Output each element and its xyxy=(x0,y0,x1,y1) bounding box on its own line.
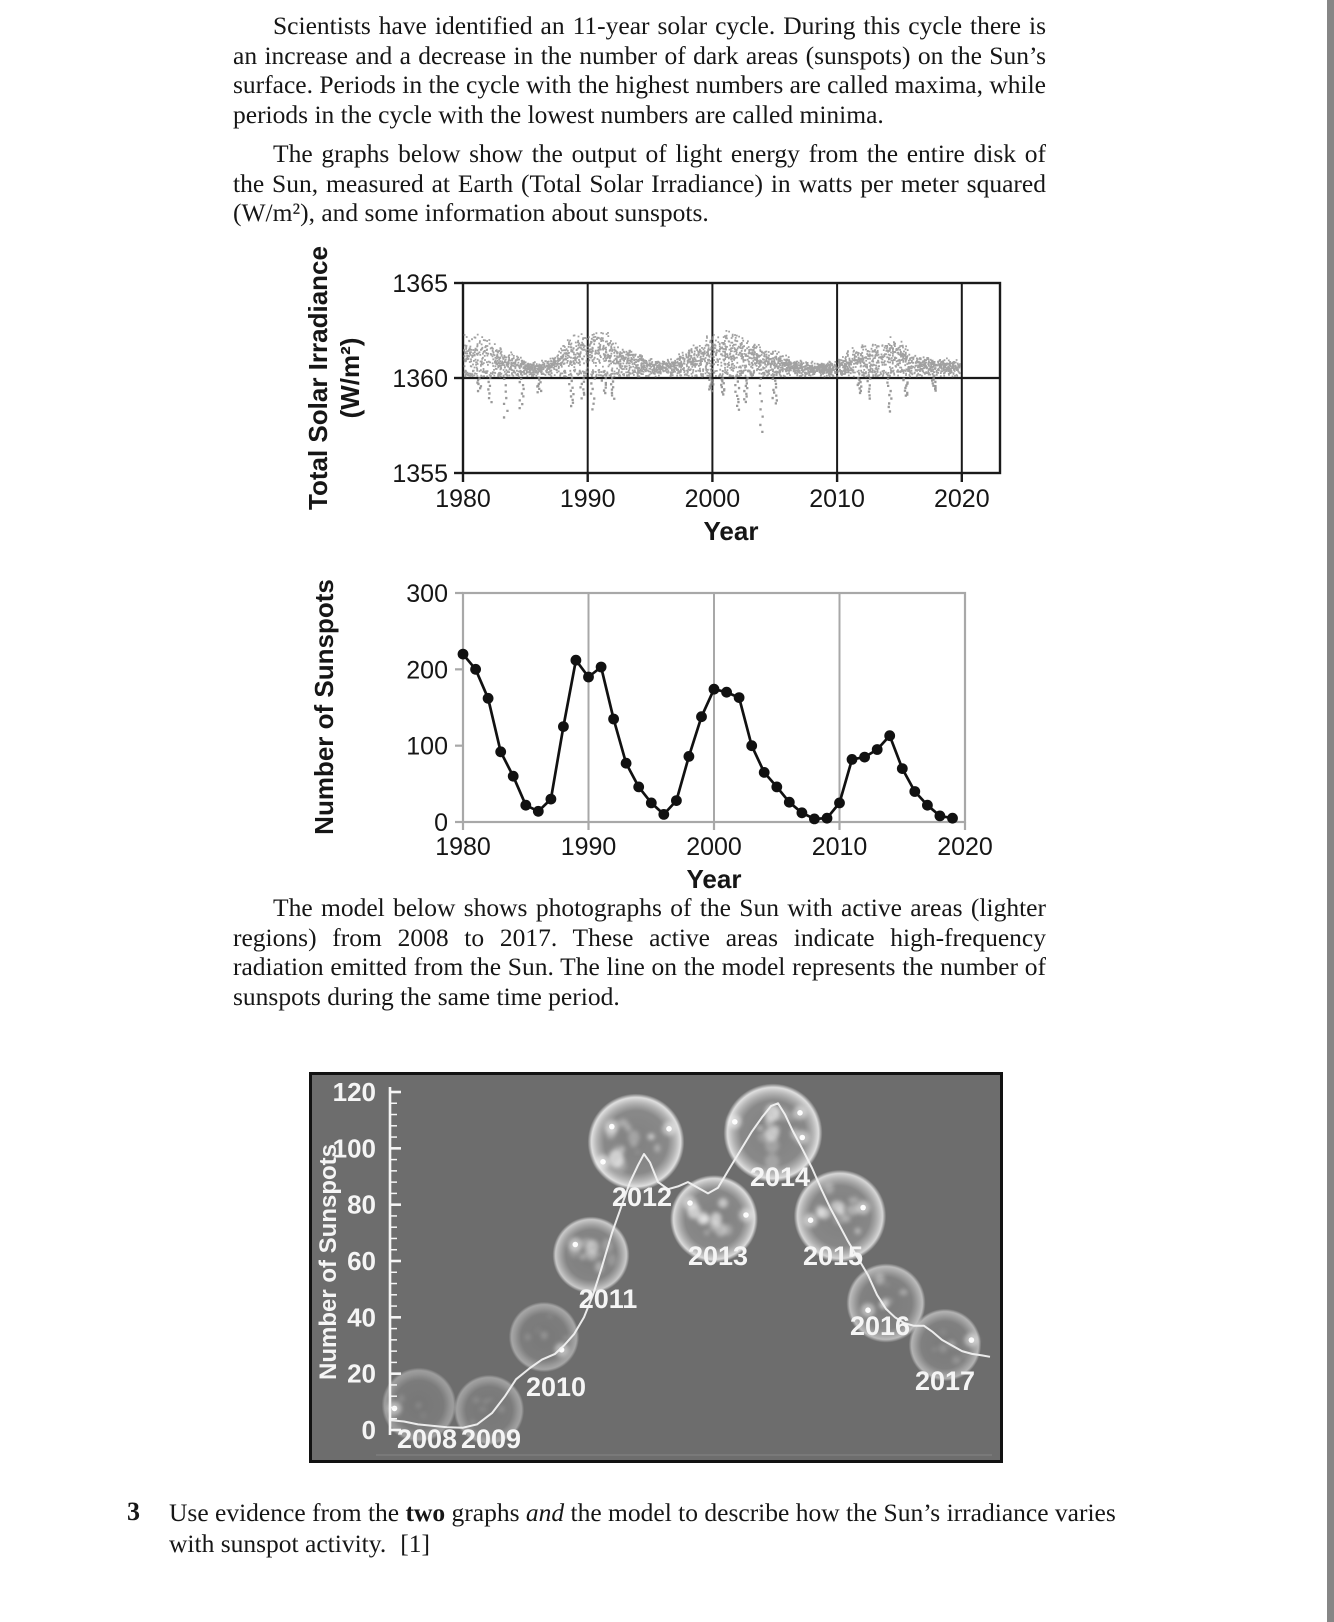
tsi-yaxis-units: (W/m²) xyxy=(335,337,365,419)
model-ytick-label: 80 xyxy=(347,1189,376,1220)
model-year-label: 2015 xyxy=(802,1241,864,1271)
tsi-scatter-chart xyxy=(300,248,1010,548)
question-text-part1: Use evidence from the xyxy=(169,1498,406,1527)
model-ytick-label: 60 xyxy=(347,1245,376,1276)
tsi-yaxis-title: Total Solar Irradiance xyxy=(303,246,333,510)
model-yaxis-title: Number of Sunspots xyxy=(315,1143,342,1381)
sunspot-ytick-label: 200 xyxy=(406,656,448,685)
question-text xyxy=(169,1497,1117,1559)
question-number: 3 xyxy=(127,1497,140,1526)
model-year-label: 2010 xyxy=(525,1372,587,1402)
tsi-scatter-points xyxy=(463,330,961,378)
tsi-xtick-label: 2010 xyxy=(809,485,865,513)
page-edge-bar xyxy=(1327,0,1334,1622)
tsi-xtick-label: 1980 xyxy=(435,485,491,513)
model-ytick-label: 120 xyxy=(332,1076,376,1107)
model-year-label: 2008 xyxy=(396,1424,458,1454)
tsi-xtick-label: 1990 xyxy=(559,485,616,513)
sunspot-xaxis-title: Year xyxy=(686,864,742,894)
sunspot-line-chart xyxy=(300,558,1010,894)
question-text-bold: two xyxy=(405,1498,446,1527)
question-text-part2: graphs xyxy=(445,1498,526,1527)
model-ytick-label: 20 xyxy=(347,1358,376,1389)
sun-model-image xyxy=(312,1075,1000,1460)
intro-paragraph-solar-cycle: Scientists have identified an 11-year solar cycle. During this cycle there is an increase and a decrease in the number of dark areas (sunspots) on the Sun’s surface. Periods in the cycle with the highest numbers are called maxima, while periods in the cycle with the lowest numbers are called minima. xyxy=(233,11,1046,129)
model-paragraph: The model below shows photographs of the Sun with active areas (lighter regions) from 2008 to 2017. These active areas indicate high-frequency radiation emitted from the Sun. The line on the model represents the number of sunspots during the same time period. xyxy=(233,893,1046,1011)
model-year-label: 2011 xyxy=(578,1284,638,1314)
model-year-label: 2017 xyxy=(914,1366,976,1396)
model-year-label: 2009 xyxy=(460,1424,522,1454)
model-year-label: 2012 xyxy=(611,1182,673,1212)
tsi-xaxis-title: Year xyxy=(703,516,759,546)
model-year-label: 2014 xyxy=(749,1162,811,1192)
sunspot-xtick-label: 2000 xyxy=(686,833,742,861)
tsi-ytick-label: 1355 xyxy=(392,460,448,488)
sunspot-line xyxy=(463,654,953,819)
sunspot-xtick-label: 1990 xyxy=(560,833,617,861)
sunspot-yaxis-title: Number of Sunspots xyxy=(309,579,339,835)
model-ytick-label: 0 xyxy=(361,1415,376,1445)
question-text-part3: the model to describe how the Sun’s irradiance varies with sunspot activity. xyxy=(169,1498,1116,1558)
model-year-label: 2013 xyxy=(687,1241,749,1271)
sun-model-figure xyxy=(309,1072,1003,1463)
sunspot-xtick-label: 2020 xyxy=(937,833,993,861)
sunspot-ytick-label: 100 xyxy=(406,732,448,761)
question-marks: [1] xyxy=(400,1529,430,1558)
question-text-italic: and xyxy=(525,1498,565,1527)
tsi-xtick-label: 2000 xyxy=(684,485,741,513)
model-ytick-label: 40 xyxy=(347,1302,376,1333)
sun-photo-2010 xyxy=(509,1302,579,1372)
sunspot-chart-figure xyxy=(300,558,1010,894)
sunspot-ytick-label: 300 xyxy=(406,580,448,609)
model-year-label: 2016 xyxy=(849,1311,911,1341)
sun-photo-2011 xyxy=(553,1217,630,1294)
sunspot-xtick-label: 2010 xyxy=(811,833,868,861)
sunspot-xtick-label: 1980 xyxy=(435,833,491,861)
tsi-ytick-label: 1365 xyxy=(392,270,448,298)
sunspot-markers xyxy=(458,649,958,825)
tsi-ytick-label: 1360 xyxy=(392,365,448,393)
sunspot-ytick-label: 0 xyxy=(434,809,448,837)
model-ytick-label: 100 xyxy=(332,1133,376,1164)
tsi-dip-points xyxy=(476,377,937,434)
tsi-chart-figure xyxy=(300,248,1010,548)
sun-photo-2012 xyxy=(588,1094,685,1191)
tsi-xtick-label: 2020 xyxy=(933,485,990,513)
intro-paragraph-graphs: The graphs below show the output of light energy from the entire disk of the Sun, measured at Earth (Total Solar Irradiance) in watts per meter squared (W/m²), and some information about sunspots. xyxy=(233,139,1046,227)
